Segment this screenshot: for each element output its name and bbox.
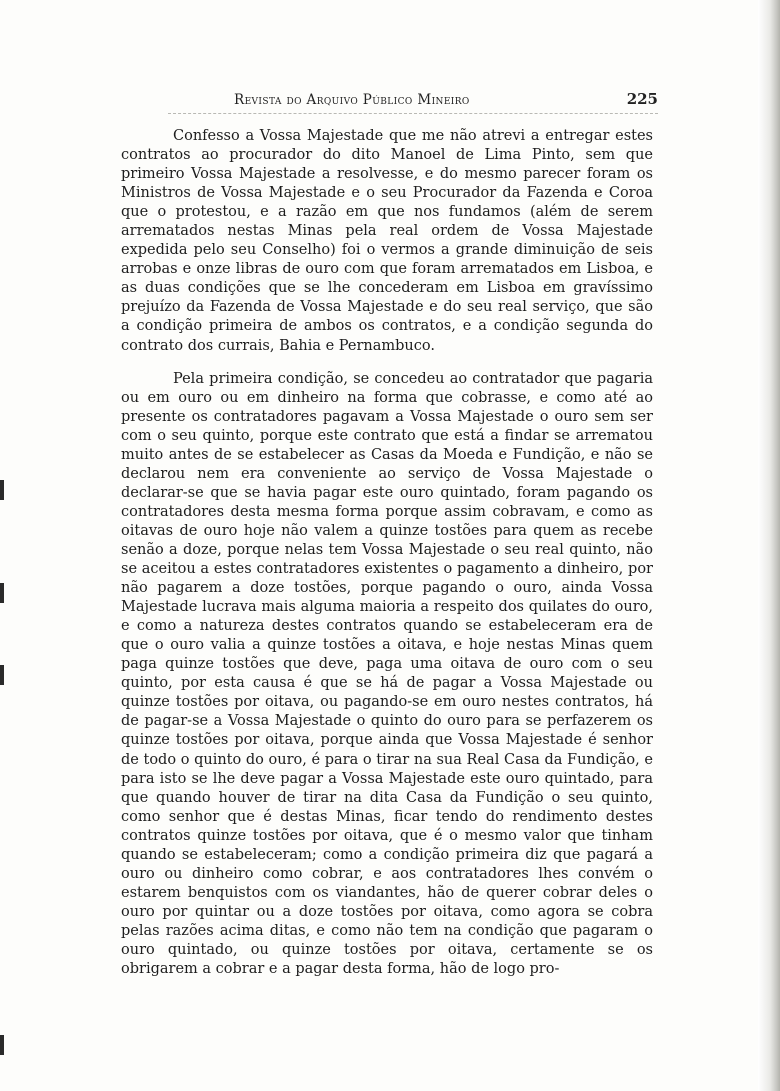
margin-mark [0, 583, 4, 603]
page-number: 225 [626, 90, 658, 108]
header-rule [168, 113, 658, 114]
page-edge-shadow [758, 0, 780, 1091]
paragraph: Confesso a Vossa Majestade que me não atrevi a entregar estes contratos ao procurador do dito Manoel de Lima Pinto, sem que primeiro Vossa Majestade a resolvesse, e do mesmo parecer foram os Ministros de Vossa Majestade e o seu Procurador da Fazenda e Coroa que o protestou, e a razão em que nos fundamos (além de serem arrematados nestas Minas pela real ordem de Vossa Majestade expedida pelo seu Conselho) foi o vermos a grande diminuição de seis arrobas e onze libras de ouro com que foram arrematados em Lisboa, e as duas condições que se lhe concederam em Lisboa em gravíssimo prejuízo da Fazenda de Vossa Majestade e do seu real serviço, que são a condição primeira de ambos os contratos, e a condição segunda do contrato dos currais, Bahia e Pernambuco. [121, 128, 653, 354]
paragraph: Pela primeira condição, se concedeu ao contratador que pagaria ou em ouro ou em dinheiro na forma que cobrasse, e como até ao presente os contratadores pagavam a Vossa Majestade o ouro sem ser com o seu quinto, porque este contrato que está a findar se arrematou muito antes de se estabelecer as Casas da Moeda e Fundição, e não se declarou nem era conveniente ao serviço de Vossa Majestade o declarar-se que se havia pagar este ouro quintado, foram pagando os contratadores desta mesma forma porque assim cobravam, e como as oitavas de ouro hoje não valem a quinze tostões para quem as recebe senão a doze, porque nelas tem Vossa Majestade o seu real quinto, não se aceitou a estes contratadores existentes o pagamento a dinheiro, por não pagarem a doze tostões, porque pagando o ouro, ainda Vossa Majestade lucrava mais alguma maioria a respeito dos quilates do ouro, e como a natureza destes contratos quando se estabeleceram era de que o ouro valia a quinze tostões a oitava, e hoje nestas Minas quem paga quinze tostões que deve, paga uma oitava de ouro com o seu quinto, por esta causa é que se há de pagar a Vossa Majestade ou quinze tostões por oitava, ou pagando-se em ouro nestes contratos, há de pagar-se a Vossa Majestade o quinto do ouro para se perfazerem os quinze tostões por oitava, porque ainda que Vossa Majestade é senhor de todo o quinto do ouro, é para o tirar na sua Real Casa da Fundição, e para isto se lhe deve pagar a Vossa Majestade este ouro quintado, para que quando houver de tirar na dita Casa da Fundição o seu quinto, como senhor que é destas Minas, ficar tendo do rendimento destes contratos quinze tostões por oitava, que é o mesmo valor que tinham quando se estabeleceram; como a condição primeira diz que pagará a ouro ou dinheiro como cobrar, e aos contratadores lhes convém o estarem benquistos com os viandantes, hão de querer cobrar deles o ouro por quintar ou a doze tostões por oitava, como agora se cobra pelas razões acima ditas, e como não tem na condição que pagaram o ouro quintado, ou quinze tostões por oitava, certamente se os obrigarem a cobrar e a pagar desta forma, hão de logo pro- [121, 370, 653, 978]
margin-mark [0, 1035, 4, 1055]
running-title: Revista do Arquivo Público Mineiro [234, 92, 470, 108]
margin-mark [0, 480, 4, 500]
page-header [168, 90, 658, 112]
body-text [121, 127, 653, 979]
margin-mark [0, 665, 4, 685]
